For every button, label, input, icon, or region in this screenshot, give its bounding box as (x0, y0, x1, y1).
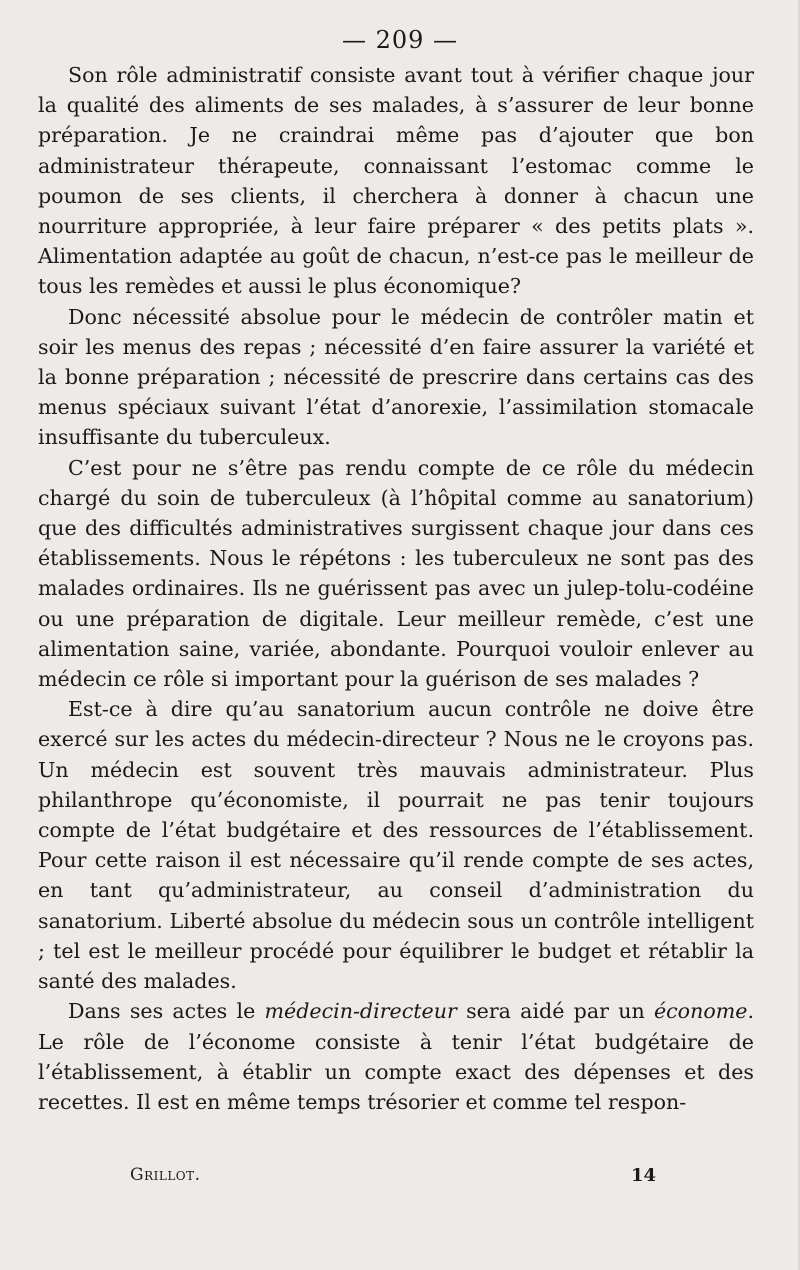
text-run: . Le rôle de l’économe consiste à tenir l’état budgétaire de l’établissement, à établir un compte exact des dépenses et des recettes. Il est en même temps trésorier et comme tel respon- (38, 999, 754, 1114)
text-run: sera aidé par un (456, 999, 654, 1024)
italic-term: médecin-directeur (264, 999, 457, 1024)
paragraph (38, 453, 754, 695)
sheet-number: 14 (631, 1165, 657, 1186)
page-number-header: — 209 — (341, 26, 459, 54)
text-run: Son rôle administratif consiste avant tout à vérifier chaque jour la qualité des aliments de ses malades, à s’assurer de leur bonne préparation. Je ne craindrai même pas d’ajouter que bon administrateur thérapeute, connaissant l’estomac comme le poumon de ses clients, il cherchera à donner à chacun une nourriture appropriée, à leur faire préparer « des petits plats ». Alimentation adaptée au goût de chacun, n’est-ce pas le meilleur de tous les remèdes et aussi le plus économique? (38, 63, 754, 299)
text-run: C’est pour ne s’être pas rendu compte de ce rôle du médecin chargé du soin de tuberculeux (à l’hôpital comme au sanatorium) que des difficultés administratives surgissent chaque jour dans ces établissements. Nous le répétons : les tuberculeux ne sont pas des malades ordinaires. Ils ne guérissent pas avec un julep-tolu-codéine ou une préparation de digitale. Leur meilleur remède, c’est une alimentation saine, variée, abondante. Pourquoi vouloir enlever au médecin ce rôle si important pour la guérison de ses malades ? (38, 455, 754, 692)
text-run: Donc nécessité absolue pour le médecin de contrôler matin et soir les menus des repas ; nécessité d’en faire assurer la variété et la bonne préparation ; nécessité de prescrire dans certains cas des menus spéciaux suivant l’état d’anorexie, l’assimilation stomacale insuffisante du tuberculeux. (38, 304, 754, 450)
printer-signature: Grillot. (130, 1165, 201, 1185)
italic-term: économe (653, 999, 748, 1024)
paragraph (38, 60, 754, 302)
paragraph (38, 694, 754, 996)
paragraph (38, 996, 754, 1117)
page-footer (0, 1165, 800, 1195)
text-run: Est-ce à dire qu’au sanatorium aucun contrôle ne doive être exercé sur les actes du médecin-directeur ? Nous ne le croyons pas. Un médecin est souvent très mauvais administrateur. Plus philanthrope qu’économiste, il pourrait ne pas tenir toujours compte de l’état budgétaire et des ressources de l’établissement. Pour cette raison il est nécessaire qu’il rende compte de ses actes, en tant qu’administrateur, au conseil d’administration du sanatorium. Liberté absolue du médecin sous un contrôle intelligent ; tel est le meilleur procédé pour équilibrer le budget et rétablir la santé des malades. (38, 697, 754, 994)
body-text (38, 60, 754, 1117)
paragraph (38, 302, 754, 453)
text-run: Dans ses actes le (68, 999, 265, 1024)
